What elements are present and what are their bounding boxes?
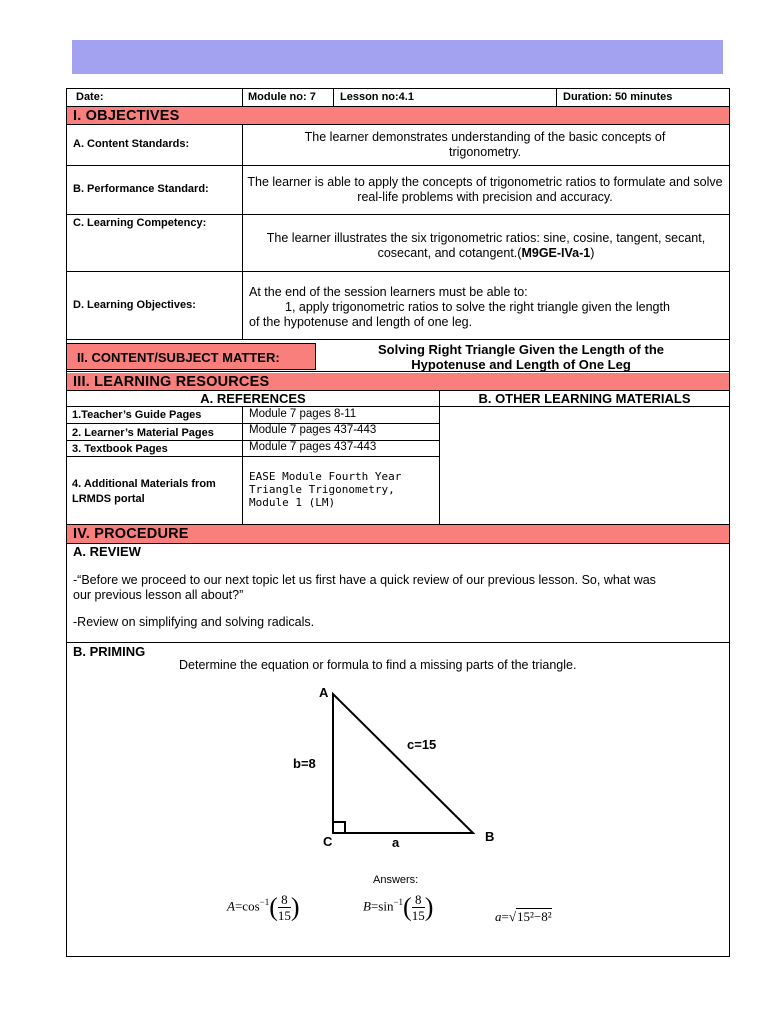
header-banner [72,40,723,74]
side-b-label: b=8 [293,756,316,771]
answer-1-fn: cos [242,898,260,914]
content-subject-row [67,340,729,372]
sqrt-symbol: √ [508,909,516,924]
competency-text: The learner illustrates the six trigonometric ratios: sine, cosine, tangent, secant, cosecant, and cotangent.( [266,231,706,260]
ref-label: 3. Textbook Pages [72,443,168,455]
objectives-section-bar [67,107,729,125]
learning-competency-row [67,215,729,272]
ref-value: Module 7 pages 437-443 [249,441,377,453]
additional-value-line-2: Triangle Trigonometry, [249,483,395,496]
answer-1-exp: −1 [259,897,270,908]
answer-2-fn: sin [378,898,394,914]
resources-header-row [67,391,729,407]
content-label: II. CONTENT/SUBJECT MATTER: [77,350,280,365]
ref-label: 1.Teacher’s Guide Pages [72,409,202,421]
learning-objectives-intro: At the end of the session learners must be able to: [249,285,528,299]
content-topic [319,342,723,372]
lesson-plan-document [66,88,730,957]
vertex-b-label: B [485,829,495,844]
content-standards-row [67,125,729,166]
answer-2-numerator: 8 [412,892,425,908]
priming-section [67,643,729,956]
learning-objectives-item-1: 1, apply trigonometric ratios to solve the right triangle given the length [285,300,670,314]
duration-label: Duration: 50 minutes [563,91,673,103]
side-a-label: a [392,835,400,850]
ref-value: Module 7 pages 8-11 [249,408,357,420]
answer-1-denominator: 15 [277,908,291,923]
learning-competency-label: C. Learning Competency: [73,217,207,229]
right-triangle-diagram [277,683,537,873]
additional-label-line-2: LRMDS portal [72,493,145,505]
content-standards-label: A. Content Standards: [73,138,190,150]
additional-value [249,470,401,509]
answer-2-fraction [412,892,425,923]
date-label: Date: [76,91,104,103]
answer-2-exp: −1 [393,897,404,908]
additional-label-line-1: 4. Additional Materials from [72,478,216,490]
performance-standard-label: B. Performance Standard: [73,183,209,195]
answer-3-radicand: 15²−8² [516,909,552,924]
learning-objectives-row [67,272,729,340]
side-c-label: c=15 [407,737,437,752]
additional-label [72,477,216,507]
references-header: A. REFERENCES [200,391,306,406]
learning-competency-text [257,231,715,261]
ref-row-learner-material [67,424,439,441]
answer-2-denominator: 15 [411,908,425,923]
ref-row-additional [67,457,439,524]
triangle-shape [333,694,473,833]
priming-text: Determine the equation or formula to find a missing parts of the triangle. [179,658,577,672]
priming-title: B. PRIMING [73,644,146,659]
review-section [67,544,729,643]
additional-value-line-1: EASE Module Fourth Year [249,470,402,483]
review-text-1: -“Before we proceed to our next topic let us first have a quick review of our previous lesson. So, what was [73,573,656,587]
learning-objectives-item-2: of the hypotenuse and length of one leg. [249,315,473,329]
ref-row-textbook [67,441,439,457]
content-topic-line-1: Solving Right Triangle Given the Length of the [377,342,664,357]
header-row [67,89,729,107]
content-label-box [67,343,316,370]
answer-1-numerator: 8 [278,892,291,908]
content-topic-line-2: Hypotenuse and Length of One Leg [411,357,631,372]
vertex-c-label: C [323,834,333,849]
answer-1: $A=\cos^{-1}$( $\frac{8}{15}$ ) [227,892,300,923]
competency-close: ) [590,246,595,260]
learning-objectives-label: D. Learning Objectives: [73,299,196,311]
performance-standard-row [67,166,729,215]
competency-code: M9GE-IVa-1 [521,246,591,260]
resources-title: III. LEARNING RESOURCES [73,374,270,390]
review-text-2: our previous lesson all about?” [73,588,244,602]
vertex-a-label: A [319,685,329,700]
ref-label: 2. Learner’s Material Pages [72,427,214,439]
review-text-3: -Review on simplifying and solving radicals. [73,615,315,629]
answer-1-lhs: A [227,898,235,914]
procedure-section-bar [67,525,729,544]
answer-2: $B=\sin^{-1}$( $\frac{8}{15}$ ) [363,892,434,923]
ref-value: Module 7 pages 437-443 [249,424,377,436]
resources-section-bar [67,373,729,391]
answer-2-lhs: B [363,898,371,914]
lesson-label: Lesson no:4.1 [340,91,414,103]
objectives-title: I. OBJECTIVES [73,108,180,124]
answer-3: a=√15²−8² [495,909,552,924]
ref-row-teacher-guide [67,407,439,424]
content-standards-text: The learner demonstrates understanding of the basic concepts of trigonometry. [304,130,666,159]
performance-standard-text: The learner is able to apply the concepts of trigonometric ratios to formulate and solve real-life problems with precision and accuracy. [247,175,723,204]
answers-label: Answers: [373,874,419,886]
review-title: A. REVIEW [73,544,141,559]
answer-3-lhs: a [495,909,502,924]
references-table [67,407,440,524]
additional-value-line-3: Module 1 (LM) [249,496,336,509]
right-angle-marker [333,822,345,833]
procedure-title: IV. PROCEDURE [73,526,189,542]
other-materials-header: B. OTHER LEARNING MATERIALS [478,391,691,406]
module-label: Module no: 7 [248,91,316,103]
answer-1-fraction [278,892,291,923]
